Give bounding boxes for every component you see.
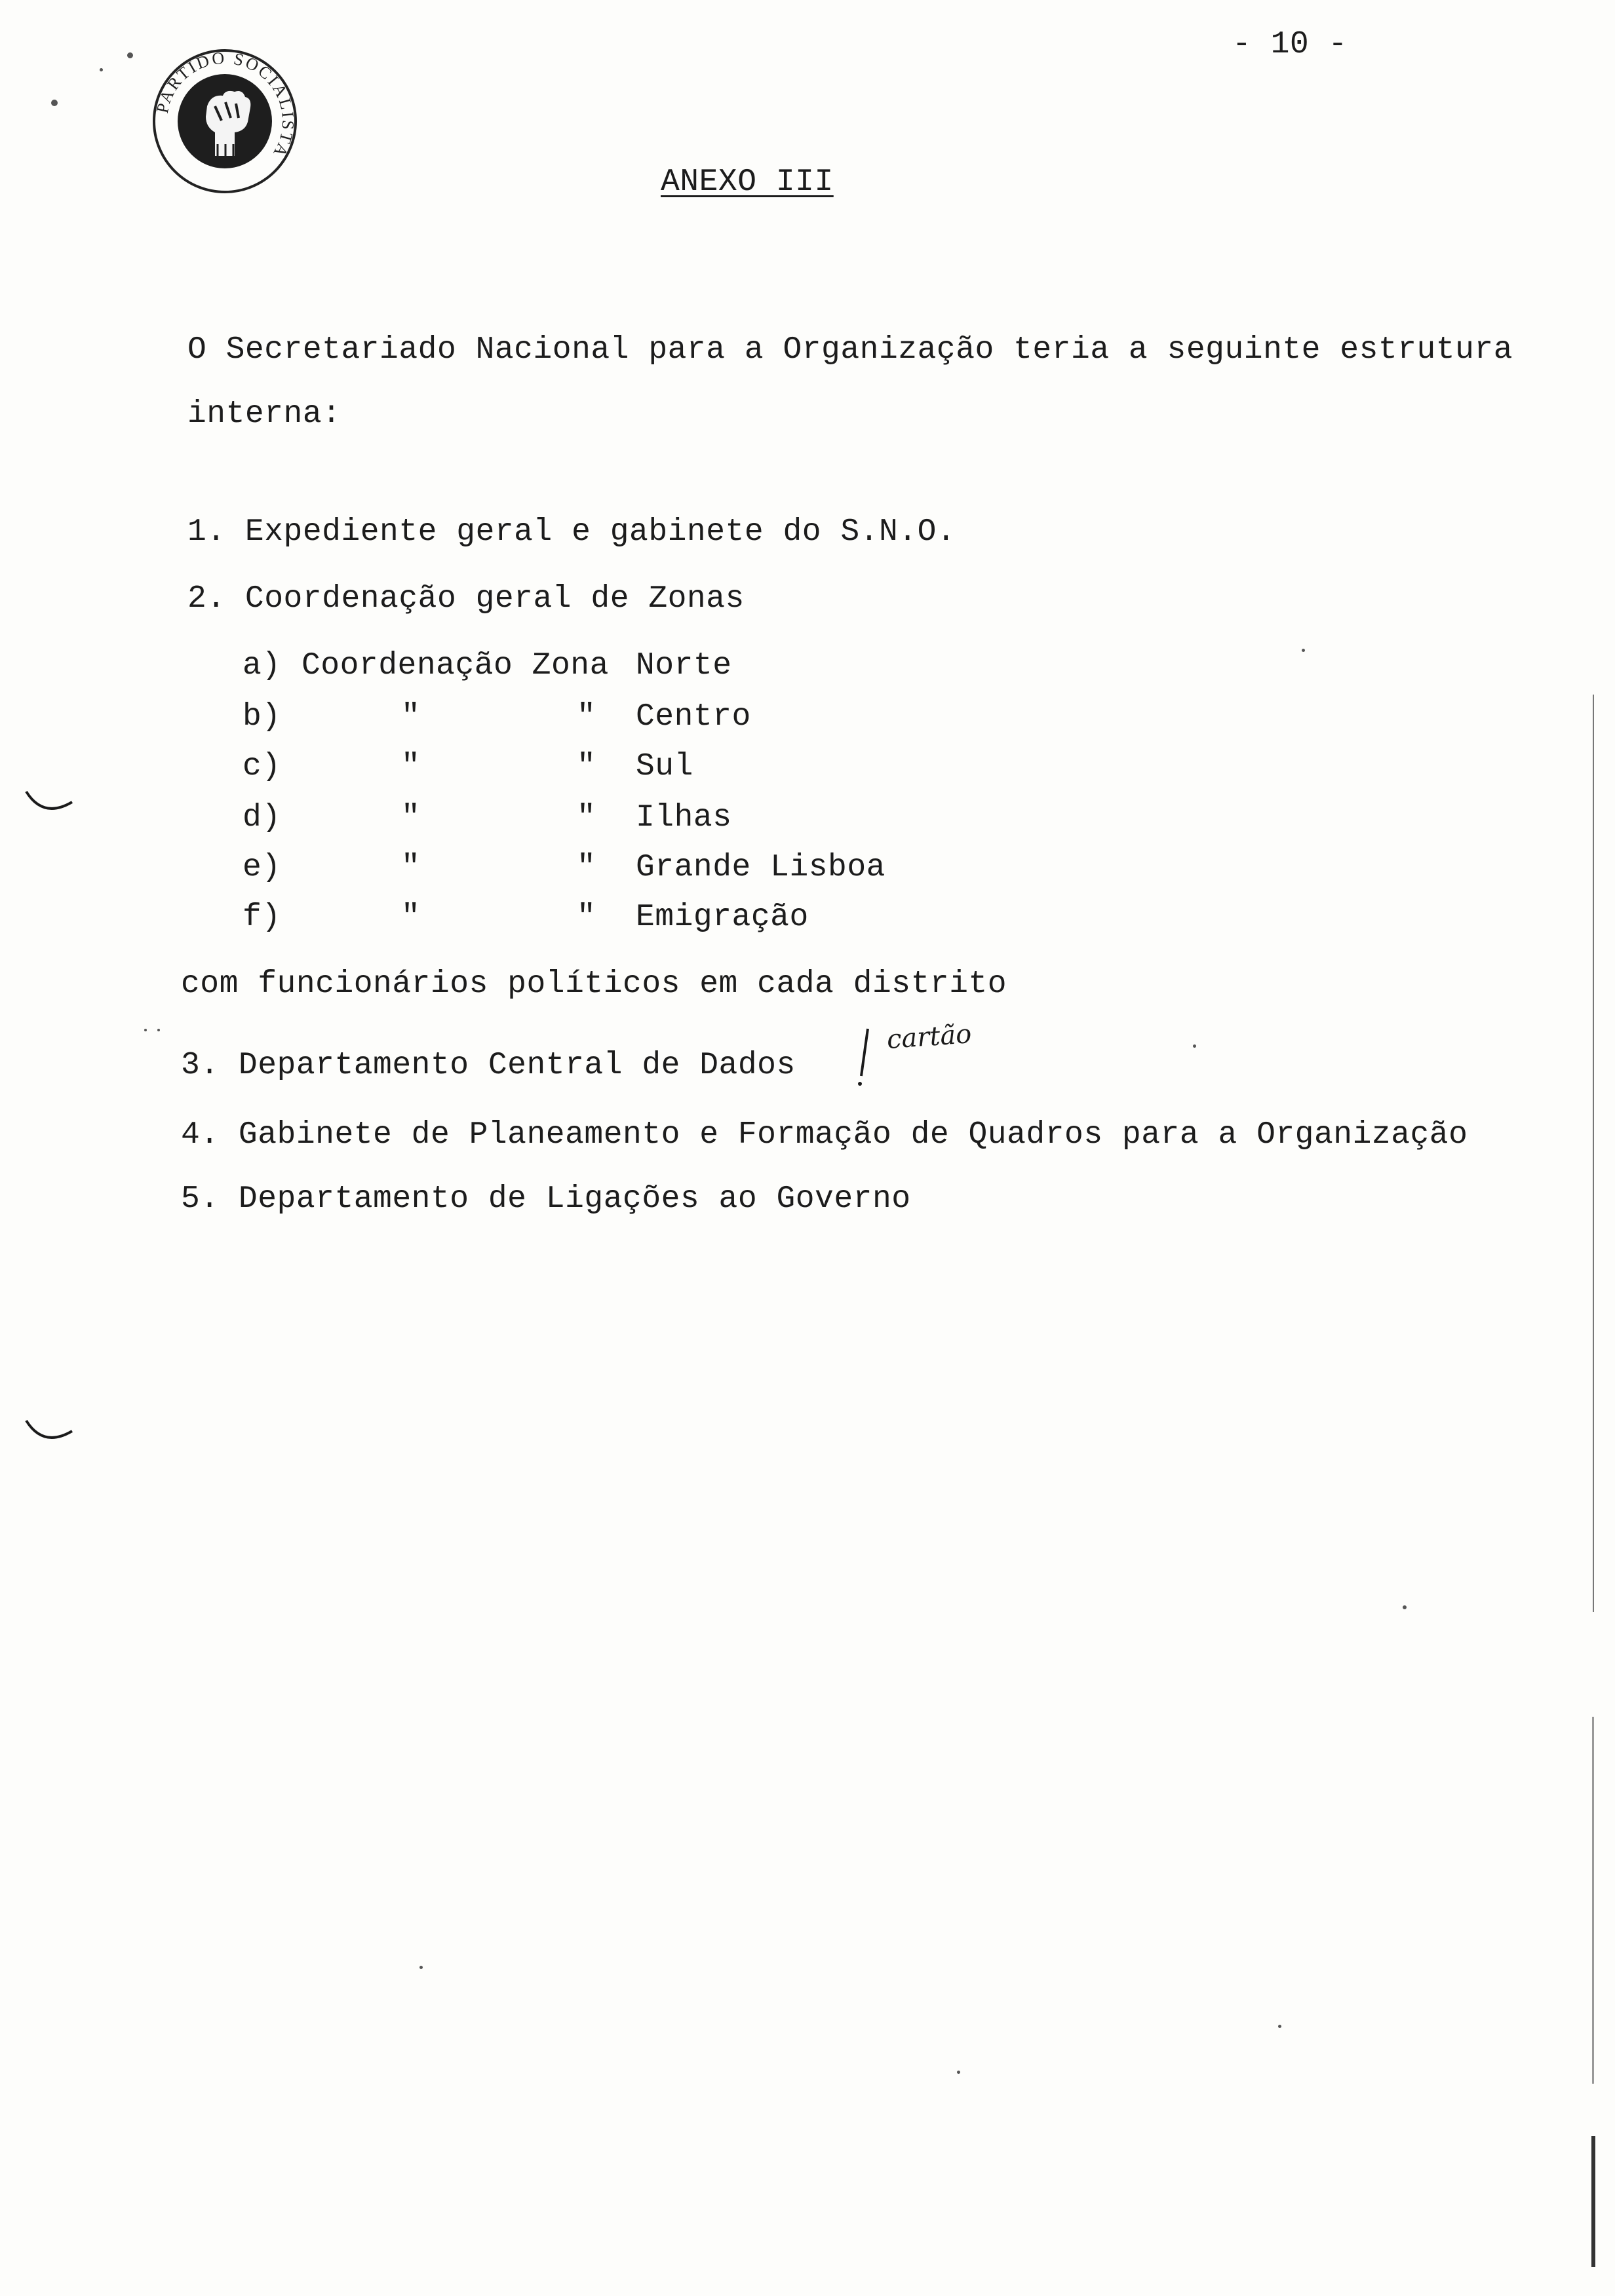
zone-c-ditto-1: " [401,749,421,784]
list-item-2: 2. Coordenação geral de Zonas [187,581,745,617]
district-note: com funcionários políticos em cada distrito [181,966,1007,1002]
handwritten-annotation [852,1016,1022,1088]
ink-speck [1278,2025,1281,2028]
zone-a-prefix: Coordenação Zona [302,648,609,683]
zone-d-letter: d) [243,800,281,835]
zone-f-letter: f) [243,900,281,935]
zone-c-name: Sul [636,749,693,784]
zone-a-letter: a) [243,648,281,683]
ink-speck [51,100,58,106]
ink-speck [419,1966,423,1969]
zone-c-ditto-2: " [577,749,596,784]
ink-speck [1403,1605,1407,1609]
ink-speck [957,2071,960,2074]
partido-socialista-seal [149,46,300,197]
page-number: - 10 - [1232,27,1348,62]
zone-f-name: Emigração [636,900,809,935]
zone-b-ditto-1: " [401,699,421,735]
list-item-1: 1. Expediente geral e gabinete do S.N.O. [187,514,956,550]
margin-arc-mark [24,786,76,826]
ink-speck [1193,1044,1196,1048]
scan-edge-artifact [1591,695,1595,2267]
zone-a-name: Norte [636,648,732,683]
zone-f-ditto-1: " [401,900,421,935]
annex-title: ANEXO III [661,164,834,200]
intro-line-1: O Secretariado Nacional para a Organização teria a seguinte estrutura [187,332,1513,368]
ink-speck [157,1029,160,1031]
ink-speck [127,52,133,58]
zone-d-name: Ilhas [636,800,732,835]
zone-f-ditto-2: " [577,900,596,935]
seal-text: PARTIDO SOCIALISTA [152,48,298,162]
zone-d-ditto-1: " [401,800,421,835]
zone-e-letter: e) [243,850,281,885]
intro-line-2: interna: [187,396,341,432]
zone-e-ditto-1: " [401,850,421,885]
zone-b-name: Centro [636,699,751,735]
ink-speck [100,68,103,71]
ink-speck [144,1029,147,1031]
list-item-4: 4. Gabinete de Planeamento e Formação de Quadros para a Organização [181,1117,1468,1153]
list-item-5: 5. Departamento de Ligações ao Governo [181,1181,911,1217]
zone-d-ditto-2: " [577,800,596,835]
zone-e-ditto-2: " [577,850,596,885]
zone-e-name: Grande Lisboa [636,850,885,885]
list-item-3: 3. Departamento Central de Dados [181,1048,796,1083]
zone-c-letter: c) [243,749,281,784]
ink-speck [1302,649,1305,652]
zone-b-ditto-2: " [577,699,596,735]
handwritten-text: cartão [885,1019,973,1055]
zone-b-letter: b) [243,699,281,735]
margin-arc-mark [24,1415,76,1455]
